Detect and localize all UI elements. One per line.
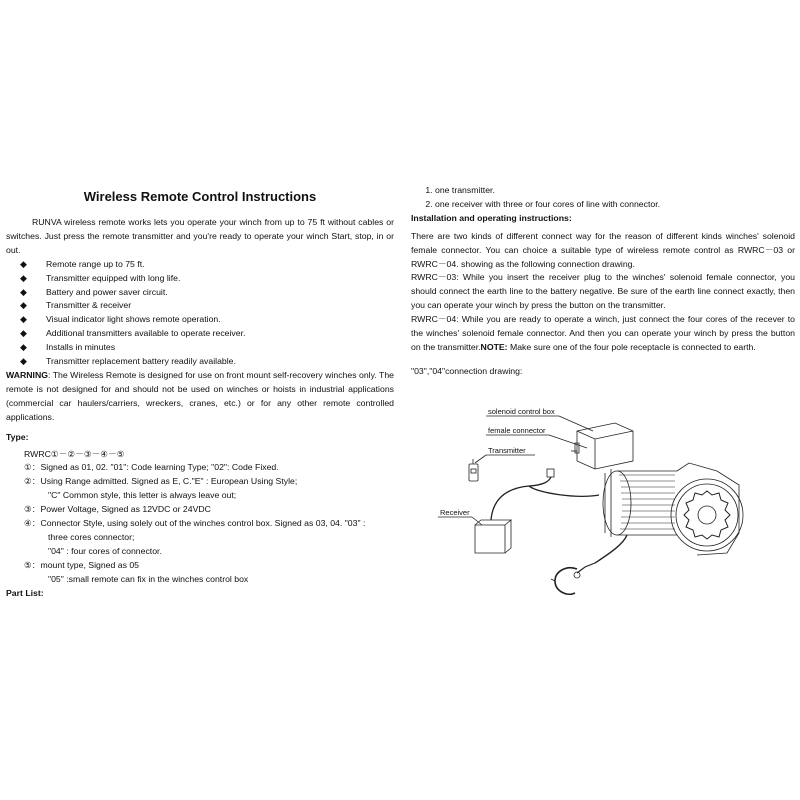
install-paragraph-1: There are two kinds of different connect way for the reason of different kinds winches' solenoid female connector. You can choice a suitable type of wireless remote control as RWRC－03 or RWRC－04. showing as the following connection drawing. [411,230,795,269]
page-title: Wireless Remote Control Instructions [83,189,317,204]
install-paragraph-2: RWRC－03: While you insert the receiver plug to the winches' solenoid female connector, you should connect the earth line to the battery negative. Be sure of the earth line connect exactly, then you can operate your winch by press the button on the transmitter. [411,272,795,311]
type-code: RWRC①－②－③－④－⑤ [24,448,125,459]
intro-paragraph: RUNVA wireless remote works lets you operate your winch from up to 75 ft without cables or switches. Just press the remote transmitter and you're ready to operate your winch Start, stop, in or out. [6,217,394,255]
warning-paragraph [6,369,394,425]
part-list-heading: Part List: [6,587,44,598]
type-line-continuation: "C" Common style, this letter is always leave out; [48,490,237,501]
plug-icon [547,469,554,477]
warning-text: : The Wireless Remote is designed for use on front mount self-recovery winches only. The remote is not designed for and should not be used on winches or hoists in industrial applications (commercial car haulers/carriers, wreckers, cranes, etc.) or for any other remote controlled applications. [6,369,394,422]
type-line: ①：Signed as 01, 02. "01": Code learning Type; "02": Code Fixed. [24,462,279,473]
winch-drum [603,469,677,537]
feature-item: ◆ Remote range up to 75 ft. [20,258,394,272]
type-line: ③：Power Voltage, Signed as 12VDC or 24VDC [24,504,211,515]
part-item: 1. one transmitter. [435,184,795,198]
label-female: female connector [488,426,546,435]
transmitter-icon [469,459,478,481]
winch-gear-housing [671,463,743,555]
type-line: ⑤：mount type, Signed as 05 [24,559,139,570]
type-line-continuation: "05" :small remote can fix in the winches control box [48,573,249,584]
label-solenoid: solenoid control box [488,407,555,416]
left-column [6,189,394,600]
feature-item: ◆ Installs in minutes [20,341,394,355]
install-p3-text: RWRC－04: While you are ready to operate a winch, just connect the four cores of the recever to the winches' solenoid female connector. And then you can operate your winch by press the button on the transmitter. [411,314,795,352]
type-line-continuation: "04" : four cores of connector. [48,545,162,556]
feature-item: ◆ Transmitter equipped with long life. [20,272,394,286]
leader-female [549,435,587,448]
warning-label: WARNING [6,369,48,380]
label-receiver: Receiver [440,508,470,517]
install-heading: Installation and operating instructions: [411,212,572,223]
type-line-continuation: three cores connector; [48,531,135,542]
feature-item: ◆ Transmitter replacement battery readily available. [20,355,394,369]
feature-item: ◆ Additional transmitters available to operate receiver. [20,327,394,341]
connection-drawing [427,403,747,603]
note-text: Make sure one of the four pole receptacle is connected to earth. [507,341,756,352]
feature-item: ◆ Battery and power saver circuit. [20,286,394,300]
install-paragraph-3 [411,313,795,355]
type-lines [6,461,394,586]
winch-hook [551,535,627,594]
feature-list [6,258,394,369]
right-column [411,184,795,379]
label-transmitter: Transmitter [488,446,526,455]
leader-transmitter [475,455,486,463]
drawing-caption: "03","04"connection drawing: [411,365,523,376]
type-heading: Type: [6,431,29,442]
feature-item: ◆ Visual indicator light shows remote operation. [20,313,394,327]
type-line: ②：Using Range admitted. Signed as E, C."E" : European Using Style; [24,476,298,487]
note-label: NOTE: [480,341,508,352]
receiver-cable [491,477,599,520]
receiver-box [475,520,511,553]
part-item: 2. one receiver with three or four cores of line with connector. [435,198,795,212]
part-list [411,184,795,212]
feature-item: ◆ Transmitter & receiver [20,299,394,313]
type-line: ④：Connector Style, using solely out of the winches control box. Signed as 03, 04. "03" : [24,518,366,529]
